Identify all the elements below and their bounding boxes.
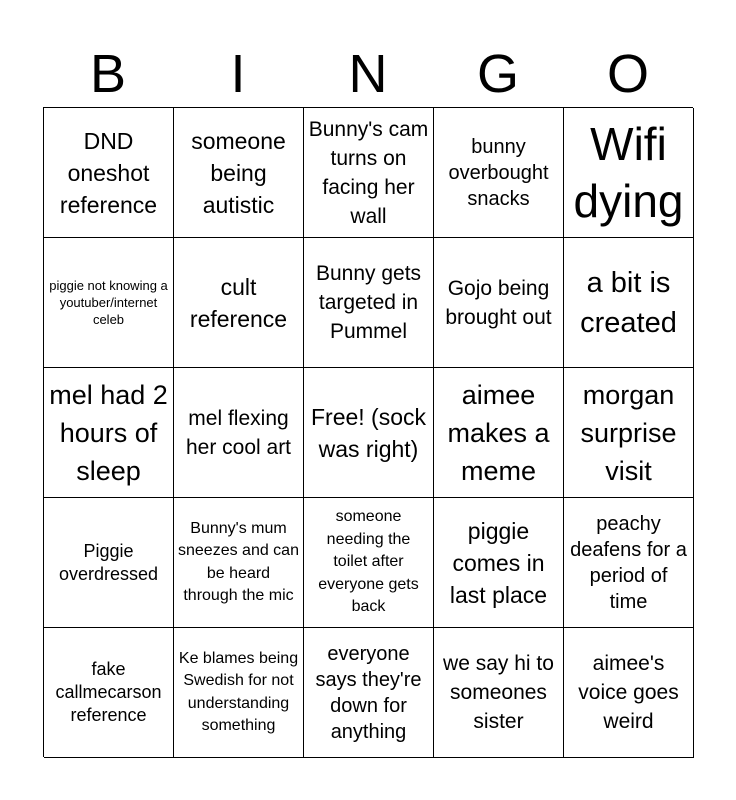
- bingo-cell-i1[interactable]: [174, 108, 304, 238]
- cell-text: someone being autistic: [191, 127, 286, 218]
- bingo-cell-g5[interactable]: [434, 628, 564, 758]
- cell-text: mel flexing her cool art: [185, 406, 292, 459]
- bingo-cell-n3[interactable]: [304, 368, 434, 498]
- header-letter-o: O: [606, 44, 649, 104]
- cell-text: Gojo being brought out: [445, 276, 552, 329]
- bingo-cell-g1[interactable]: [434, 108, 564, 238]
- cell-text: we say hi to someones sister: [443, 652, 554, 733]
- bingo-grid: [43, 107, 693, 757]
- bingo-header: [43, 40, 693, 108]
- bingo-cell-g2[interactable]: [434, 238, 564, 368]
- bingo-cell-i5[interactable]: [174, 628, 304, 758]
- header-letter-i: I: [230, 44, 246, 104]
- bingo-cell-i3[interactable]: [174, 368, 304, 498]
- cell-text: bunny overbought snacks: [448, 135, 549, 210]
- bingo-cell-o4[interactable]: [564, 498, 694, 628]
- bingo-cell-b4[interactable]: [44, 498, 174, 628]
- cell-text: mel had 2 hours of sleep: [49, 379, 168, 486]
- cell-text: everyone says they're down for anything: [315, 642, 422, 743]
- bingo-cell-n2[interactable]: [304, 238, 434, 368]
- cell-text: Wifi dying: [573, 117, 684, 227]
- cell-text: DND oneshot reference: [59, 127, 158, 218]
- bingo-cell-b1[interactable]: [44, 108, 174, 238]
- bingo-cell-o3[interactable]: [564, 368, 694, 498]
- cell-text: Bunny gets targeted in Pummel: [315, 262, 422, 343]
- header-letter-g: G: [476, 44, 519, 104]
- cell-text: cult reference: [189, 273, 288, 332]
- bingo-cell-b3[interactable]: [44, 368, 174, 498]
- bingo-cell-n4[interactable]: [304, 498, 434, 628]
- cell-text: piggie not knowing a youtuber/internet celeb: [49, 278, 168, 327]
- bingo-cell-b2[interactable]: [44, 238, 174, 368]
- header-letter-b: B: [89, 44, 127, 104]
- cell-text: Ke blames being Swedish for not understanding something: [178, 649, 299, 734]
- cell-text: Bunny's mum sneezes and can be heard through the mic: [178, 519, 299, 604]
- cell-text: aimee's voice goes weird: [578, 652, 679, 733]
- cell-text: piggie comes in last place: [449, 517, 548, 608]
- bingo-cell-i2[interactable]: [174, 238, 304, 368]
- cell-text: morgan surprise visit: [580, 379, 677, 486]
- bingo-cell-b5[interactable]: [44, 628, 174, 758]
- bingo-cell-g4[interactable]: [434, 498, 564, 628]
- bingo-cell-n5[interactable]: [304, 628, 434, 758]
- cell-text: Free! (sock was right): [310, 403, 427, 462]
- cell-text: a bit is created: [580, 266, 677, 339]
- cell-text: Piggie overdressed: [58, 540, 159, 584]
- bingo-cell-g3[interactable]: [434, 368, 564, 498]
- bingo-cell-o5[interactable]: [564, 628, 694, 758]
- bingo-cell-o1[interactable]: [564, 108, 694, 238]
- bingo-cell-i4[interactable]: [174, 498, 304, 628]
- header-letter-n: N: [348, 44, 388, 104]
- cell-text: aimee makes a meme: [447, 379, 550, 486]
- cell-text: fake callmecarson reference: [55, 659, 162, 725]
- cell-text: peachy deafens for a period of time: [570, 512, 687, 613]
- cell-text: Bunny's cam turns on facing her wall: [308, 117, 429, 228]
- cell-text: someone needing the toilet after everyone gets back: [318, 508, 419, 616]
- bingo-cell-n1[interactable]: [304, 108, 434, 238]
- bingo-cell-o2[interactable]: [564, 238, 694, 368]
